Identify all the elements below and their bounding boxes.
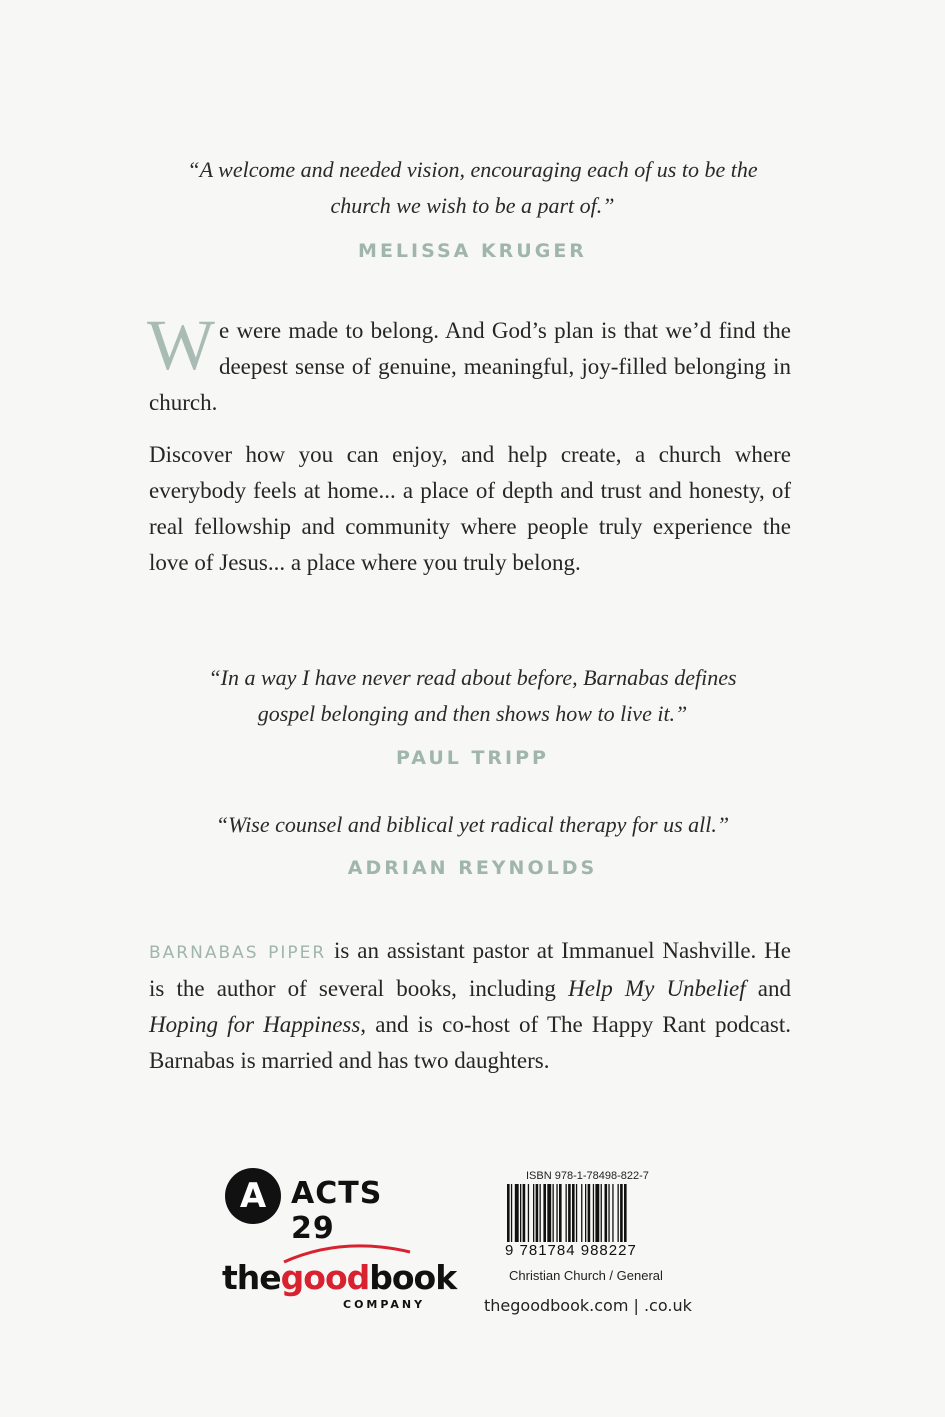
quote-1-line-2: church we wish to be a part of.”: [330, 193, 615, 218]
acts29-icon: A: [225, 1168, 281, 1224]
quote-1-line-1: “A welcome and needed vision, encouraging each of us to be the: [187, 157, 758, 182]
blurb-paragraph-1: [147, 305, 791, 421]
barcode-digits: 9 781784 988227: [505, 1242, 637, 1259]
isbn-text: ISBN 978-1-78498-822-7: [526, 1170, 649, 1182]
endorser-name-1: MELISSA KRUGER: [358, 240, 587, 262]
bio-text-1: is an assistant pastor at Immanuel Nashville. He is the author of several books, including: [149, 938, 791, 1001]
drop-cap: W: [147, 305, 215, 385]
book-category: Christian Church / General: [509, 1268, 663, 1283]
endorsement-quote-2: [140, 660, 805, 732]
blurb-paragraph-1-text: e were made to belong. And God’s plan is that we’d find the deepest sense of genuine, meaningful, joy-filled belonging in church.: [149, 318, 791, 415]
quote-3-line-1: “Wise counsel and biblical yet radical therapy for us all.”: [215, 812, 730, 837]
goodbook-logo: [222, 1240, 457, 1320]
gb-the: the: [222, 1258, 281, 1297]
gb-good: good: [280, 1258, 370, 1297]
author-bio: [149, 933, 791, 1079]
endorsement-quote-3: [140, 807, 805, 843]
barcode: [505, 1170, 675, 1259]
website: thegoodbook.com | .co.uk: [484, 1296, 692, 1315]
blurb-paragraph-2: Discover how you can enjoy, and help create, a church where everybody feels at home... a place of depth and trust and honesty, of real fellowship and community where people truly experience the love of Jesus... a place where you truly belong.: [149, 442, 791, 575]
endorser-name-2: PAUL TRIPP: [396, 747, 549, 769]
book-title-1: Help My Unbelief: [568, 976, 746, 1001]
acts29-logo: [225, 1168, 435, 1246]
bio-text-2: and: [745, 976, 791, 1001]
quote-2-line-1: “In a way I have never read about before, Barnabas defines: [208, 665, 737, 690]
quote-2-line-2: gospel belonging and then shows how to live it.”: [257, 701, 688, 726]
barcode-bars: [505, 1184, 675, 1246]
gb-book: book: [369, 1258, 457, 1297]
goodbook-company: COMPANY: [343, 1298, 426, 1311]
bio-text-3: and is co-host of The Happy Rant podcast. Barnabas is married and has two daughters.: [149, 1012, 791, 1073]
endorser-name-3: ADRIAN REYNOLDS: [347, 857, 598, 879]
endorsement-quote-1: [140, 152, 805, 224]
author-name: BARNABAS PIPER: [149, 943, 327, 963]
book-title-2: Hoping for Happiness,: [149, 1012, 367, 1037]
acts29-wordmark: ACTS 29: [291, 1176, 383, 1246]
goodbook-wordmark: [222, 1258, 456, 1297]
